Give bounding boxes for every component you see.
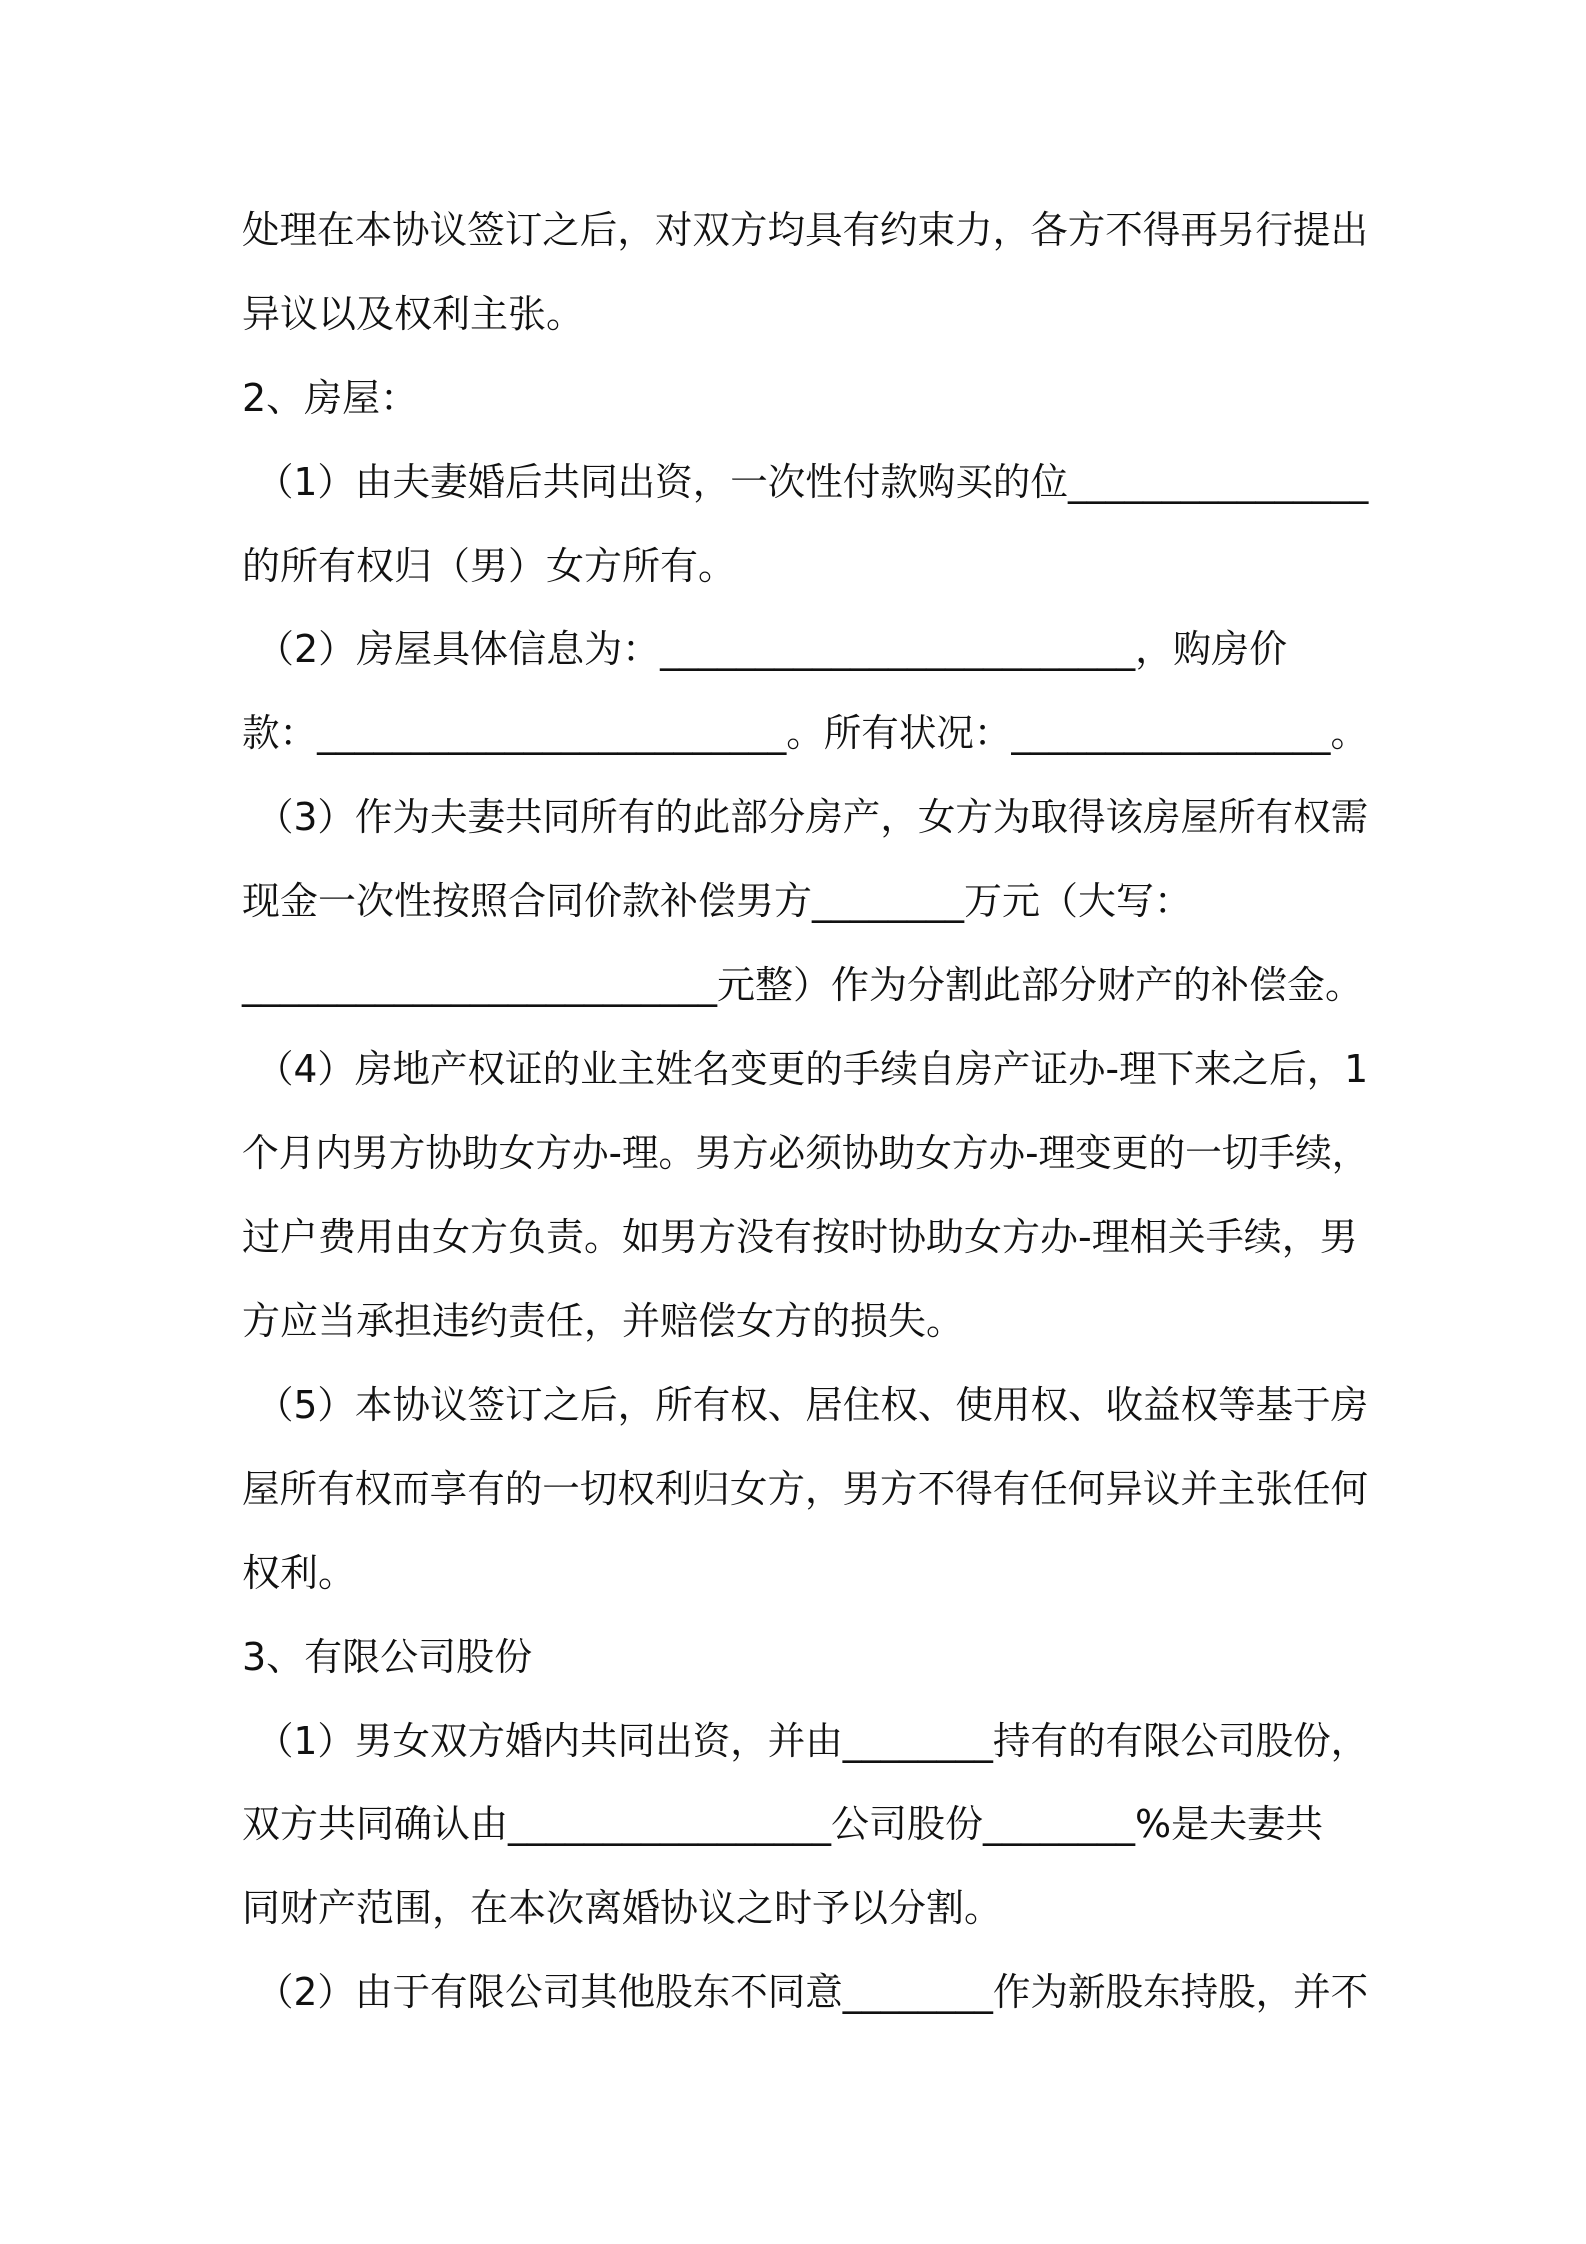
text-line: 同财产范围，在本次离婚协议之时予以分割。 [242,1886,1003,1930]
text-line: 异议以及权利主张。 [242,292,585,336]
text-line: 处理在本协议签订之后，对双方均具有约束力，各方不得再另行提出 [242,208,1368,252]
text-line: 双方共同确认由_________________公司股份________%是夫妻共 [242,1802,1324,1846]
text-line: （2）房屋具体信息为：_________________________，购房价 [256,627,1288,671]
text-line: 现金一次性按照合同价款补偿男方________万元（大写： [242,879,1193,923]
text-line: （1）男女双方婚内共同出资，并由________持有的有限公司股份， [256,1719,1369,1763]
text-line: 款：_________________________。所有状况：_________________。 [242,711,1368,755]
text-line: （4）房地产权证的业主姓名变更的手续自房产证办-理下来之后，1 [256,1047,1369,1091]
text-line: 过户费用由女方负责。如男方没有按时协助女方办-理相关手续，男 [242,1215,1358,1259]
text-line: 权利。 [242,1551,357,1595]
text-line: （3）作为夫妻共同所有的此部分房产，女方为取得该房屋所有权需 [256,795,1369,839]
text-line: （1）由夫妻婚后共同出资，一次性付款购买的位________________ [256,460,1369,504]
text-line: （5）本协议签订之后，所有权、居住权、使用权、收益权等基于房 [256,1383,1369,1427]
section-heading: 3、有限公司股份 [242,1635,533,1679]
text-line: （2）由于有限公司其他股东不同意________作为新股东持股，并不 [256,1970,1369,2014]
text-line: 方应当承担违约责任，并赔偿女方的损失。 [242,1299,965,1343]
text-line: _________________________元整）作为分割此部分财产的补偿金。 [242,963,1364,1007]
text-line: 屋所有权而享有的一切权利归女方，男方不得有任何异议并主张任何 [242,1467,1368,1511]
section-heading: 2、房屋： [242,376,419,420]
text-line: 的所有权归（男）女方所有。 [242,544,737,588]
text-line: 个月内男方协助女方办-理。男方必须协助女方办-理变更的一切手续， [242,1131,1369,1175]
